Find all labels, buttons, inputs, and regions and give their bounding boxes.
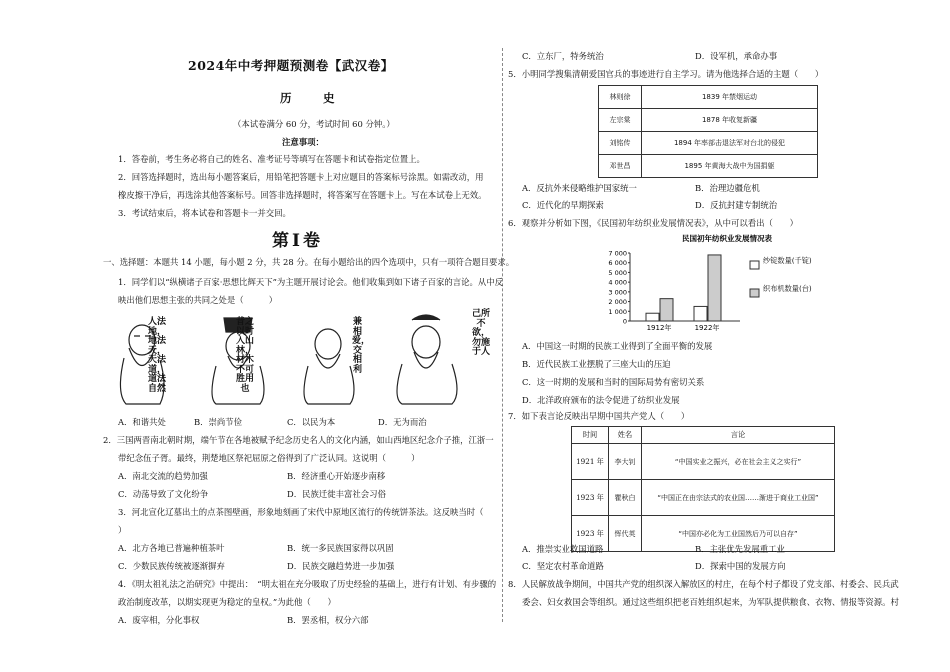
legend-looms: 织布机数量(台) <box>763 284 812 293</box>
q5-option-a: A．反抗外来侵略维护国家统一 <box>522 183 637 193</box>
table-cell: “中国亦必化为工业国然后乃可以自存” <box>642 516 835 552</box>
philosopher-illustration <box>112 308 502 408</box>
mozi-figure <box>304 329 354 404</box>
subject-title: 历 史 <box>280 91 345 105</box>
q5-table <box>598 85 818 178</box>
notice-title: 注意事项： <box>282 137 324 147</box>
table-cell: 左宗棠 <box>599 109 642 132</box>
q6-option-c: C．这一时期的发展和当时的国际局势有密切关系 <box>522 377 705 387</box>
volume-heading: 第Ⅰ卷 <box>272 231 323 251</box>
q4-stem-cont: 政治制度改革，以期实现更为稳定的皇权。”为此他（ ） <box>118 597 336 607</box>
q1-option-a: A．和谐共处 <box>118 417 166 427</box>
table-row <box>599 132 818 155</box>
notice-1: 1．答卷前，考生务必将自己的姓名、准考证号等填写在答题卡和试卷指定位置上。 <box>118 154 425 164</box>
table-header-row <box>572 427 835 444</box>
table-header-cell: 时间 <box>572 427 609 444</box>
q8-stem: 8．人民解放战争期间，中国共产党的组织深入解放区的村庄，在每个村子都设了党支部、村委会、民兵武 <box>508 579 899 589</box>
q5-stem: 5．小明同学搜集清朝爱国官兵的事迹进行自主学习。请为他选择合适的主题（ ） <box>508 69 824 79</box>
q2-option-c: C．动荡导致了文化纷争 <box>118 489 209 499</box>
q3-stem: 3．河北宣化辽墓出土的点茶图壁画，形象地刻画了宋代中原地区流行的传统饼茶法。这反映当时（ <box>118 507 484 517</box>
q7-option-b: B．主张优先发展重工业 <box>695 544 785 554</box>
y-tick-label: 1 000 <box>608 307 627 316</box>
y-tick-label: 6 000 <box>608 259 627 268</box>
chart-bars <box>646 255 721 321</box>
q5-option-d: D．反抗封建专制统治 <box>695 200 778 210</box>
table-cell: 瞿秋白 <box>609 480 642 516</box>
column-divider <box>502 48 503 622</box>
table-cell: 林则徐 <box>599 86 642 109</box>
mozi-quote: 兼相爱，交相利 <box>352 317 371 375</box>
table-cell: “中国实业之振兴，必在社会主义之实行” <box>642 444 835 480</box>
confucius-quote: 己所不欲，勿施于人 <box>471 309 490 357</box>
q6-stem: 6．观察并分析如下图，《民国初年纺织业发展情况表》，从中可以看出（ ） <box>508 218 799 228</box>
q4-option-c: C．立东厂，特务统治 <box>522 51 604 61</box>
q1-stem: 1．同学们以“纵横诸子百家·思想比辉天下”为主题开展讨论会。他们收集到如下诸子百家的言论。从中反 <box>118 277 504 287</box>
q3-option-c: C．少数民族传统被逐渐摒弃 <box>118 561 225 571</box>
section-instructions: 一、选择题：本题共 14 小题，每小题 2 分，共 28 分。在每小题给出的四个选项中，只有一项符合题目要求。 <box>103 257 515 267</box>
x-tick-labels <box>647 323 720 332</box>
q5-option-c: C．近代化的早期探索 <box>522 200 604 210</box>
q4-option-a: A．废宰相，分化事权 <box>118 615 200 625</box>
q7-option-c: C．坚定农村革命道路 <box>522 561 604 571</box>
q6-option-b: B．近代民族工业摆脱了三座大山的压迫 <box>522 359 671 369</box>
q7-table <box>571 426 835 552</box>
y-tick-label: 0 <box>622 317 627 326</box>
q2-option-b: B．经济重心开始逐步南移 <box>287 471 386 481</box>
table-header-cell: 言论 <box>642 427 835 444</box>
guanzi-quote: 昔之以时入山林，材木不可胜用也 <box>235 317 254 394</box>
q1-option-d: D．无为而治 <box>378 417 427 427</box>
legend-swatch-spindles <box>750 261 759 269</box>
notice-3: 3．考试结束后，将本试卷和答题卡一并交回。 <box>118 208 291 218</box>
table-row <box>599 109 818 132</box>
y-tick-label: 3 000 <box>608 288 627 297</box>
q2-stem: 2．三国两晋南北朝时期，端午节在各地被赋予纪念历史名人的文化内涵，如山西地区纪念介子推，江浙一 <box>103 435 494 445</box>
table-cell: 1923 年 <box>572 480 609 516</box>
table-row <box>572 480 835 516</box>
textile-chart <box>592 229 822 335</box>
q1-option-b: B．崇尚节俭 <box>194 417 243 427</box>
table-cell: 1895 年黄海大战中为国捐躯 <box>642 155 818 178</box>
q7-stem: 7．如下表言论反映出早期中国共产党人（ ） <box>508 411 690 421</box>
q6-option-d: D．北洋政府颁布的法令促进了纺织业发展 <box>522 395 680 405</box>
table-cell: “中国正在由宗法式的农业国……渐进于商业工业国” <box>642 480 835 516</box>
y-tick-label: 7 000 <box>608 249 627 258</box>
q1-stem-cont: 映出他们思想主张的共同之处是（ ） <box>118 295 278 305</box>
exam-title: 2024年中考押题预测卷【武汉卷】 <box>188 58 394 73</box>
y-tick-label: 2 000 <box>608 298 627 307</box>
q3-stem-cont: ） <box>118 525 127 535</box>
table-cell: 1921 年 <box>572 444 609 480</box>
confucius-figure <box>397 315 457 404</box>
q2-stem-cont: 带纪念伍子胥。最终，荆楚地区祭祀屈原之俗得到了广泛认同。这说明（ ） <box>118 453 420 463</box>
bar-spindles-1922年 <box>694 306 707 321</box>
q5-option-b: B．治理边疆危机 <box>695 183 760 193</box>
x-tick-label: 1922年 <box>694 324 720 332</box>
table-cell: 刘铭传 <box>599 132 642 155</box>
table-cell: 1894 年率部击退法军对台北的侵犯 <box>642 132 818 155</box>
table-cell: 1878 年收复新疆 <box>642 109 818 132</box>
table-cell: 1923 年 <box>572 516 609 552</box>
table-cell: 李大钊 <box>609 444 642 480</box>
q1-option-c: C．以民为本 <box>287 417 336 427</box>
laozi-quote: 人法地，地法天，天法道，道法自然 <box>147 317 166 394</box>
chart-title: 民国初年纺织业发展情况表 <box>682 234 772 243</box>
q4-stem: 4．《明太祖礼法之治研究》中提出： “明太祖在充分吸取了历史经验的基础上，进行有计划、有步骤的 <box>118 579 497 589</box>
legend-spindles: 纱锭数量(千锭) <box>763 256 812 265</box>
q3-option-b: B．统一多民族国家得以巩固 <box>287 543 394 553</box>
q4-option-d: D．设军机，承命办事 <box>695 51 778 61</box>
table-cell: 1839 年禁烟运动 <box>642 86 818 109</box>
table-row <box>572 444 835 480</box>
q2-option-d: D．民族迁徙丰富社会习俗 <box>287 489 386 499</box>
bar-looms-1922年 <box>708 255 721 321</box>
notice-2-cont: 橡皮擦干净后，再选涂其他答案标号。回答非选择题时，将答案写在答题卡上。写在本试卷上无效。 <box>118 190 487 200</box>
y-tick-label: 5 000 <box>608 268 627 277</box>
q8-stem-cont: 委会、妇女救国会等组织。通过这些组织把老百姓组织起来，为军队提供粮食、衣物、情报等资源。村 <box>522 597 899 607</box>
y-tick-labels <box>608 250 630 326</box>
q7-option-a: A．推崇实业救国道路 <box>522 544 604 554</box>
table-cell: 邓世昌 <box>599 155 642 178</box>
exam-info: （本试卷满分 60 分，考试时间 60 分钟。） <box>233 119 395 129</box>
legend-swatch-looms <box>750 289 759 297</box>
bar-spindles-1912年 <box>646 313 659 321</box>
table-row <box>599 86 818 109</box>
table-header-cell: 姓名 <box>609 427 642 444</box>
q3-option-a: A．北方各地已普遍种植茶叶 <box>118 543 225 553</box>
q6-option-a: A．中国这一时期的民族工业得到了全面平衡的发展 <box>522 341 713 351</box>
bar-looms-1912年 <box>660 299 673 321</box>
notice-2: 2．回答选择题时，选出每小题答案后，用铅笔把答题卡上对应题目的答案标号涂黑。如需改动，用 <box>118 172 484 182</box>
q2-option-a: A．南北交流的趋势加强 <box>118 471 208 481</box>
q7-option-d: D．探索中国的发展方向 <box>695 561 786 571</box>
x-tick-label: 1912年 <box>646 324 672 332</box>
q4-option-b: B．罢丞相，权分六部 <box>287 615 369 625</box>
table-cell: 恽代英 <box>609 516 642 552</box>
table-row <box>599 155 818 178</box>
y-tick-label: 4 000 <box>608 278 627 287</box>
q3-option-d: D．民族交融趋势进一步加强 <box>287 561 395 571</box>
